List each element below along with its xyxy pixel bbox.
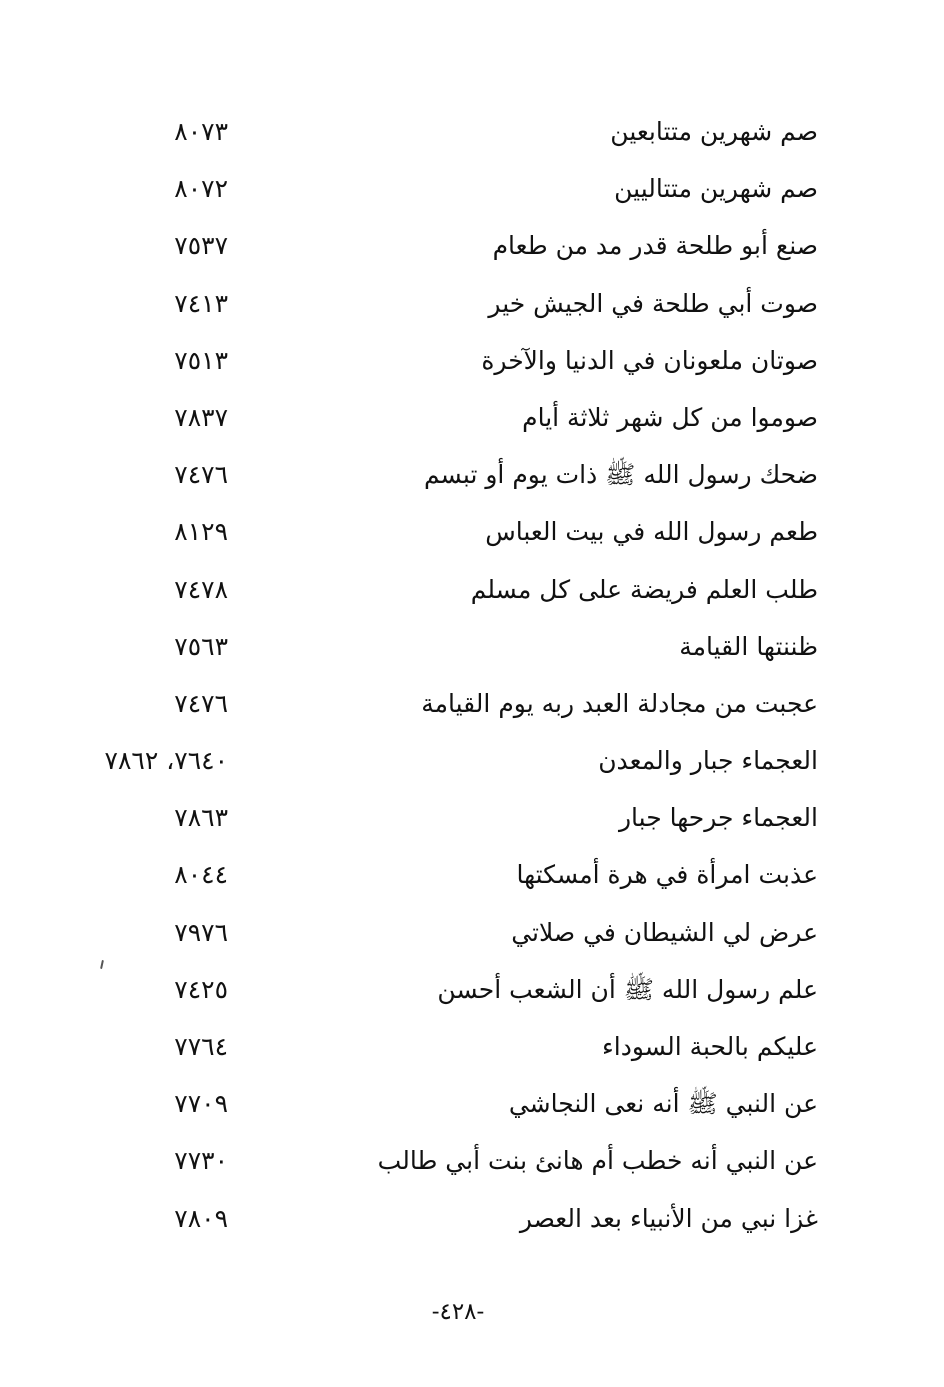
hadith-number: ٧٤٧٦ [174, 688, 228, 718]
hadith-number: ٧٤٢٥ [174, 974, 228, 1004]
index-entry [0, 1191, 944, 1248]
hadith-number: ٨٠٧٣ [174, 117, 228, 146]
hadith-number: ٧٨٣٧ [174, 402, 228, 432]
hadith-incipit: عجبت من مجادلة العبد ربه يوم القيامة [421, 688, 818, 718]
hadith-number: ٧٤٧٦ [174, 460, 228, 490]
hadith-incipit: ظننتها القيامة [679, 631, 818, 661]
hadith-incipit: عذبت امرأة في هرة أمسكتها [516, 860, 818, 890]
index-entry [0, 619, 944, 676]
hadith-number: ٨٠٤٤ [174, 860, 228, 890]
hadith-incipit: صنع أبو طلحة قدر مد من طعام [492, 231, 818, 261]
hadith-number: ٧٨٠٩ [174, 1203, 228, 1233]
hadith-incipit: عن النبي أنه خطب أم هانئ بنت أبي طالب [377, 1146, 818, 1176]
page-number: -٤٢٨- [431, 1299, 485, 1325]
hadith-incipit: صم شهرين متتاليين [614, 174, 818, 204]
hadith-number: ٨١٢٩ [174, 517, 228, 547]
hadith-incipit: العجماء جبار والمعدن [598, 746, 818, 776]
index-entry [0, 676, 944, 733]
hadith-index-list [0, 104, 944, 1248]
hadith-incipit: صوتان ملعونان في الدنيا والآخرة [481, 345, 818, 375]
index-entry [0, 276, 944, 333]
hadith-number: ٧٧٠٩ [174, 1089, 228, 1119]
hadith-incipit: عليكم بالحبة السوداء [602, 1032, 818, 1061]
hadith-incipit: طعم رسول الله في بيت العباس [485, 517, 818, 547]
hadith-number: ٧٧٦٤ [174, 1032, 228, 1061]
hadith-number: ٧٥٦٣ [174, 631, 228, 661]
index-entry [0, 733, 944, 790]
hadith-number: ٧٥١٣ [174, 345, 228, 375]
hadith-number: ٧٥٣٧ [174, 231, 228, 261]
index-entry [0, 562, 944, 619]
hadith-incipit: عن النبي ﷺ أنه نعى النجاشي [508, 1089, 818, 1119]
index-entry [0, 390, 944, 447]
index-entry [0, 790, 944, 847]
hadith-number: ٧٩٧٦ [174, 917, 228, 947]
hadith-number: ٨٠٧٢ [174, 174, 228, 204]
hadith-incipit: علم رسول الله ﷺ أن الشعب أحسن [437, 974, 818, 1004]
hadith-incipit: العجماء جرحها جبار [618, 803, 818, 833]
index-entry [0, 161, 944, 218]
hadith-incipit: عرض لي الشيطان في صلاتي [511, 917, 818, 947]
hadith-incipit: صوموا من كل شهر ثلاثة أيام [522, 402, 818, 432]
index-entry [0, 447, 944, 504]
hadith-number: ٧٦٤٠، ٧٨٦٢ [104, 746, 228, 776]
hadith-incipit: طلب العلم فريضة على كل مسلم [470, 574, 818, 604]
index-entry [0, 1076, 944, 1133]
hadith-incipit: صوت أبي طلحة في الجيش خير [488, 288, 818, 318]
hadith-incipit: صم شهرين متتابعين [610, 117, 818, 146]
index-entry [0, 847, 944, 904]
hadith-incipit: غزا نبي من الأنبياء بعد العصر [519, 1203, 818, 1233]
hadith-number: ٧٤١٣ [174, 288, 228, 318]
index-entry [0, 504, 944, 561]
hadith-number: ٧٨٦٣ [174, 803, 228, 833]
index-entry [0, 1019, 944, 1076]
index-entry [0, 218, 944, 275]
hadith-number: ٧٤٧٨ [174, 574, 228, 604]
index-entry [0, 905, 944, 962]
index-entry [0, 104, 944, 161]
index-entry [0, 333, 944, 390]
hadith-number: ٧٧٣٠ [174, 1146, 228, 1176]
index-entry [0, 1133, 944, 1190]
hadith-incipit: ضحك رسول الله ﷺ ذات يوم أو تبسم [423, 460, 818, 490]
index-entry [0, 962, 944, 1019]
